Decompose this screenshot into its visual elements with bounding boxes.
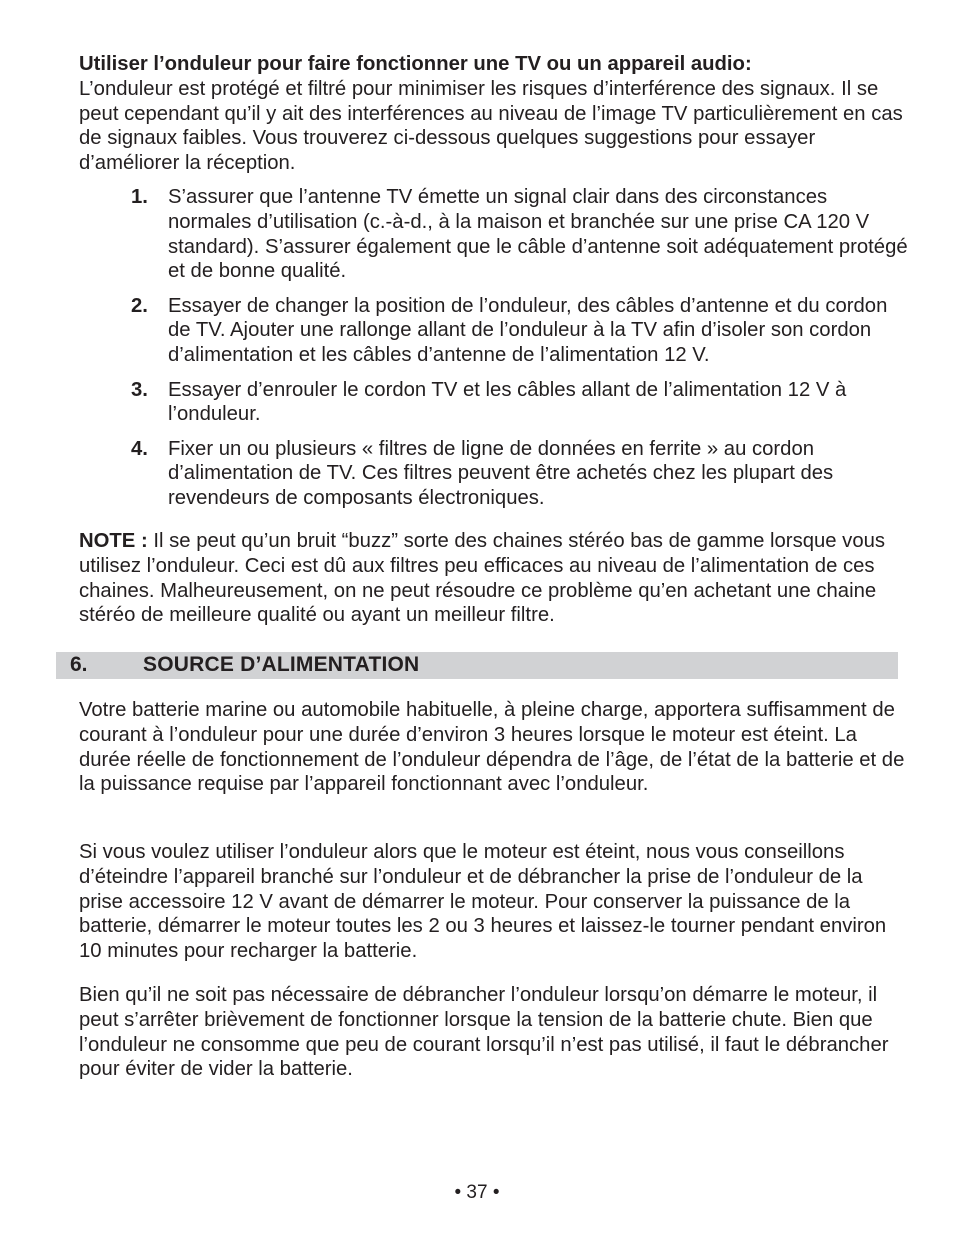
section-title: SOURCE D’ALIMENTATION <box>143 653 420 676</box>
list-item <box>79 437 909 511</box>
list-item-text: Fixer un ou plusieurs « filtres de ligne de données en ferrite » au cordon d’alimentation de TV. Ces filtres peuvent être achetés chez les plupart des revendeurs de composants électroniques. <box>168 437 834 510</box>
page-number: • 37 • <box>454 1182 500 1203</box>
list-item-number: 4. <box>131 437 148 460</box>
body-paragraph: Bien qu’il ne soit pas nécessaire de débrancher l’onduleur lorsqu’on démarre le moteur, il peut s’arrêter brièvement de fonctionner lorsque la tension de la batterie chute. Bien que l’onduleur ne consomme que peu de courant lorsqu’il n’est pas utilisé, il faut le débrancher pour éviter de vider la batterie. <box>79 984 889 1081</box>
intro-section <box>79 52 909 176</box>
intro-heading: Utiliser l’onduleur pour faire fonctionner une TV ou un appareil audio: <box>79 53 752 75</box>
list-item-text: S’assurer que l’antenne TV émette un signal clair dans des circonstances normales d’utilisation (c.-à-d., à la maison et branchée sur une prise CA 120 V standard). S’assurer également que le câble d’antenne soit adéquatement protégé et de bonne qualité. <box>168 186 908 283</box>
section-number: 6. <box>70 653 88 676</box>
note-text: Il se peut qu’un bruit “buzz” sorte des chaines stéréo bas de gamme lorsque vous utilisez l’onduleur. Ceci est dû aux filtres peu efficaces au niveau de l’alimentation de ces chaines. Malheureusement, on ne peut résoudre ce problème qu’en achetant une chaine stéréo de meilleure qualité ou ayant un meilleur filtre. <box>79 530 886 627</box>
note-paragraph <box>79 529 909 628</box>
list-item-number: 2. <box>131 294 148 317</box>
list-item <box>79 185 909 284</box>
list-item-text: Essayer d’enrouler le cordon TV et les câbles allant de l’alimentation 12 V à l’onduleur. <box>168 378 847 426</box>
body-paragraph: Si vous voulez utiliser l’onduleur alors que le moteur est éteint, nous vous conseillons d’éteindre l’appareil branché sur l’onduleur et de débrancher la prise de l’onduleur de la prise accessoire 12 V avant de démarrer le moteur. Pour conserver la puissance de la batterie, démarrer le moteur toutes les 2 ou 3 heures et laissez-le tourner pendant environ 10 minutes pour recharger la batterie. <box>79 841 887 963</box>
note-label: NOTE : <box>79 530 148 552</box>
list-item-text: Essayer de changer la position de l’onduleur, des câbles d’antenne et du cordon de TV. Ajouter une rallonge allant de l’onduleur à la TV afin d’isoler son cordon d’alimentation et les câbles d’antenne de l’alimentation 12 V. <box>168 294 888 367</box>
list-item <box>79 294 909 368</box>
list-item <box>79 378 909 428</box>
list-item-number: 3. <box>131 378 148 401</box>
suggestion-list <box>79 185 909 521</box>
intro-text: L’onduleur est protégé et filtré pour minimiser les risques d’interférence des signaux. Il se peut cependant qu’il y ait des interférences au niveau de l’image TV particulièrement en cas de signaux faibles. Vous trouverez ci-dessous quelques suggestions pour essayer d’améliorer la réception. <box>79 77 903 175</box>
body-paragraph: Votre batterie marine ou automobile habituelle, à pleine charge, apportera suffisamment de courant à l’onduleur pour une durée d’environ 3 heures lorsque le moteur est éteint. La durée réelle de fonctionnement de l’onduleur dépendra de l’âge, de l’état de la batterie et de la puissance requise par l’appareil fonctionnant avec l’onduleur. <box>79 699 905 796</box>
list-item-number: 1. <box>131 186 148 208</box>
